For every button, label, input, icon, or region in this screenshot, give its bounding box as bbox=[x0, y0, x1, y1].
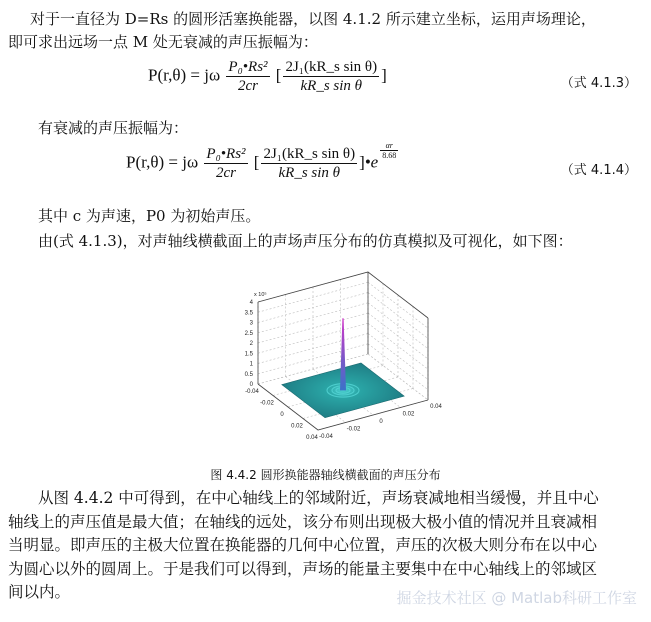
z-exponent-label: x 10⁵ bbox=[254, 292, 267, 298]
x-tick-label: -0.04 bbox=[245, 389, 259, 395]
y-tick-label: 0.04 bbox=[430, 404, 442, 410]
figure-caption: 图 4.4.2 圆形换能器轴线横截面的声压分布 bbox=[210, 468, 441, 482]
eq2-frac2-den: kR_s sin θ bbox=[278, 165, 341, 181]
z-tick-label: 2.5 bbox=[244, 330, 253, 337]
axes-box-top bbox=[258, 272, 428, 318]
intro-line-1: 对于一直径为 D=Rs 的圆形活塞换能器，以图 4.1.2 所示建立坐标，运用声场理论， bbox=[30, 10, 596, 28]
where-text: 其中 c 为声速，P0 为初始声压。 bbox=[38, 207, 261, 225]
conclusion-line-4: 为圆心以外的圆周上。于是我们可以得到，声场的能量主要集中在中心轴线上的邻域区 bbox=[8, 559, 598, 578]
eq2-exponent bbox=[380, 141, 398, 160]
eq1-fraction-1 bbox=[226, 58, 269, 95]
eq2-frac1-num: P₀•Rs² bbox=[206, 146, 246, 162]
x-tick-label: 0.02 bbox=[291, 423, 303, 430]
z-tick-label: 4 bbox=[249, 300, 253, 306]
conclusion-line-2: 轴线上的声压值是最大值；在轴线的远处，该分布则出现极大极小值的情况并且衰减相 bbox=[8, 512, 598, 531]
equation-4-1-3: P(r,θ) = jω $\frac{\text{P₀•Rs²}}{2cr}$ [ $\frac{\text{2J₁(kR\_s sin θ)}}{\text{kR\_s sin θ}}$ ] bbox=[148, 59, 387, 94]
intro-line-2: 即可求出远场一点 M 处无衰减的声压振幅为： bbox=[8, 33, 318, 51]
conclusion-line-3: 当明显。即声压的主极大位置在换能器的几何中心位置，声压的次极大则分布在以中心 bbox=[8, 536, 598, 554]
watermark: 掘金技术社区 @ Matlab科研工作室 bbox=[396, 589, 637, 607]
y-tick-label: -0.04 bbox=[319, 434, 333, 440]
eq1-frac2-den: kR_s sin θ bbox=[300, 78, 363, 94]
eq1-label: （式 4.1.3） bbox=[560, 76, 637, 91]
eq2-exp-den: 8.68 bbox=[382, 151, 397, 160]
z-tick-label: 2 bbox=[249, 341, 253, 347]
y-tick-label: 0 bbox=[379, 419, 383, 425]
z-tick-label: 1 bbox=[249, 361, 253, 368]
conclusion-line-1: 从图 4.4.2 中可得到，在中心轴线上的邻域附近，声场衰减地相当缓慢，并且中心 bbox=[38, 489, 599, 507]
eq1-frac1-den: 2cr bbox=[237, 78, 258, 94]
x-tick-label: -0.02 bbox=[260, 400, 274, 407]
simulation-text: 由(式 4.1.3)，对声轴线横截面上的声场声压分布的仿真模拟及可视化，如下图： bbox=[38, 232, 573, 250]
eq1-frac1-num: P₀•Rs² bbox=[228, 59, 268, 75]
eq1-lhs: P(r,θ) = jω bbox=[148, 65, 221, 85]
eq2-lhs: P(r,θ) = jω bbox=[126, 152, 199, 172]
peak-spike bbox=[340, 318, 346, 390]
equation-4-1-4: P(r,θ) = jω $\frac{\text{P₀•Rs²}}{2cr}$ [ $\frac{\text{2J₁(kR\_s sin θ)}}{\text{kR\_s sin θ}}$ ]•e $\frac{\alpha r}{8.68}$ bbox=[126, 141, 397, 181]
eq2-fraction-2 bbox=[261, 145, 357, 182]
z-tick-label: 0 bbox=[249, 382, 253, 388]
z-tick-label: 0.5 bbox=[244, 371, 253, 378]
attenuated-label: 有衰减的声压振幅为： bbox=[38, 119, 189, 137]
x-tick-label: 0 bbox=[280, 412, 284, 418]
y-tick-label: 0.02 bbox=[402, 411, 415, 418]
x-tick-label: 0.04 bbox=[306, 435, 318, 441]
pressure-surface-chart bbox=[0, 262, 651, 462]
eq2-fraction-1 bbox=[204, 145, 247, 182]
eq1-frac2-num: 2J₁(kR_s sin θ) bbox=[285, 59, 378, 75]
eq2-frac2-num: 2J₁(kR_s sin θ) bbox=[263, 146, 356, 162]
eq2-exp-base: •e bbox=[364, 152, 379, 172]
z-tick-label: 1.5 bbox=[244, 351, 253, 358]
eq2-label: （式 4.1.4） bbox=[560, 163, 637, 178]
eq2-frac1-den: 2cr bbox=[215, 165, 236, 181]
z-tick-label: 3 bbox=[249, 320, 253, 327]
y-tick-label: -0.02 bbox=[346, 426, 361, 433]
eq1-fraction-2 bbox=[283, 58, 379, 95]
z-tick-label: 3.5 bbox=[244, 310, 253, 317]
eq2-exp-num: αr bbox=[380, 141, 398, 151]
conclusion-line-5: 间以内。 bbox=[8, 583, 71, 601]
